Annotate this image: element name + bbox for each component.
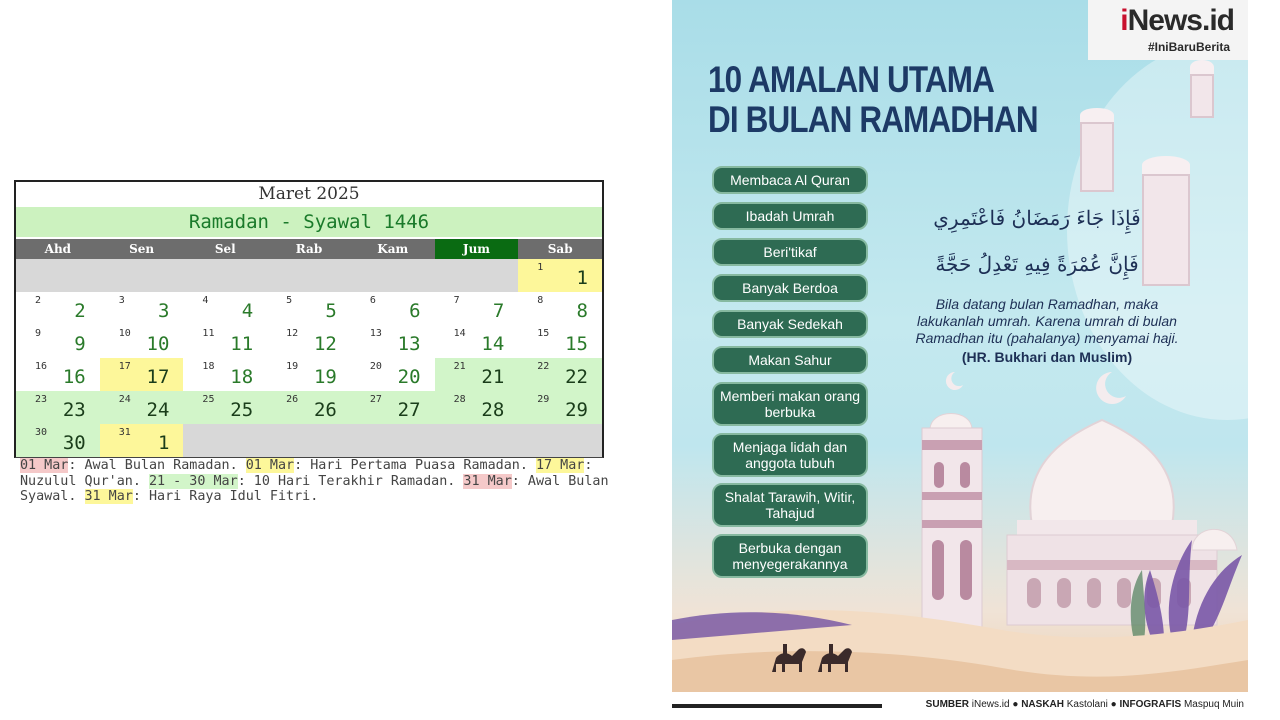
calendar-grid [16, 259, 602, 457]
calendar-day-cell [100, 325, 184, 358]
calendar-day-cell [351, 358, 435, 391]
footer-rule [672, 704, 882, 708]
calendar-day-cell [351, 325, 435, 358]
weekday-label: Sen [129, 242, 155, 256]
gregorian-date: 2 [35, 295, 42, 306]
amalan-item: Ibadah Umrah [712, 202, 868, 230]
calendar-empty-cell [100, 259, 184, 292]
calendar-day-cell [435, 292, 519, 325]
calendar-notes [20, 458, 610, 505]
hijri-date: 27 [397, 399, 421, 421]
calendar-day-cell [16, 424, 100, 457]
amalan-item: Makan Sahur [712, 346, 868, 374]
infographic-credits: SUMBER iNews.id ● NASKAH Kastolani ● INFOGRAFIS Maspuq Muin [925, 699, 1244, 710]
calendar-day-cell [183, 358, 267, 391]
amalan-item: Memberi makan orang berbuka [712, 382, 868, 426]
headline-line-2: DI BULAN RAMADHAN [708, 99, 1038, 140]
hijri-date: 20 [397, 366, 421, 388]
calendar-empty-cell [267, 424, 351, 457]
mosque-dome [1030, 420, 1173, 525]
note-text: : Hari Pertama Puasa Ramadan. [294, 458, 536, 473]
hijri-date: 12 [313, 333, 337, 355]
gregorian-date: 14 [453, 328, 466, 339]
calendar-day-cell [518, 292, 602, 325]
gregorian-date: 6 [369, 295, 376, 306]
gregorian-date: 7 [453, 295, 460, 306]
calendar-day-cell [16, 292, 100, 325]
calendar-day-cell [351, 292, 435, 325]
hijri-date: 30 [62, 432, 86, 454]
amalan-item: Shalat Tarawih, Witir, Tahajud [712, 483, 868, 527]
calendar-empty-cell [16, 259, 100, 292]
weekday-label: Kam [377, 242, 409, 256]
gregorian-date: 15 [537, 328, 550, 339]
hijri-date: 23 [62, 399, 86, 421]
calendar-empty-cell [435, 259, 519, 292]
calendar-day-cell [518, 391, 602, 424]
gregorian-date: 17 [118, 361, 131, 372]
calendar-day-cell [183, 325, 267, 358]
calendar-day-cell [100, 391, 184, 424]
calendar-day-cell [267, 325, 351, 358]
calendar-day-cell [518, 358, 602, 391]
calendar-day-cell [351, 391, 435, 424]
hijri-date: 18 [230, 366, 254, 388]
highlighted-date: 31 Mar [463, 473, 512, 489]
hijri-date: 3 [157, 300, 170, 322]
weekday-label: Rab [295, 242, 323, 256]
amalan-item: Banyak Sedekah [712, 310, 868, 338]
calendar-empty-cell [351, 424, 435, 457]
note-text: : Hari Raya Idul Fitri. [132, 489, 319, 504]
hadith-quote: Bila datang bulan Ramadhan, maka lakukanlah umrah. Karena umrah di bulan Ramadhan itu (pahalanya) menyamai haji. [915, 296, 1179, 346]
hijri-date: 15 [565, 333, 588, 355]
highlighted-date: 01 Mar [20, 458, 69, 473]
calendar-empty-cell [518, 424, 602, 457]
logo-tagline: #IniBaruBerita [1147, 40, 1230, 54]
gregorian-date: 4 [202, 295, 209, 306]
gregorian-date: 18 [202, 361, 215, 372]
note-text: : Awal Bulan Syawal. [20, 473, 609, 504]
hijri-date: 13 [397, 333, 421, 355]
gregorian-date: 16 [35, 361, 48, 372]
amalan-item: Membaca Al Quran [712, 166, 868, 194]
gregorian-date: 11 [202, 328, 215, 339]
hijri-date: 29 [565, 399, 588, 421]
hijri-date: 21 [481, 366, 505, 388]
hijri-date: 5 [325, 300, 337, 322]
hijri-date: 28 [481, 399, 505, 421]
hijri-date: 11 [230, 333, 254, 355]
amalan-item: Banyak Berdoa [712, 274, 868, 302]
gregorian-date: 26 [286, 394, 299, 405]
calendar-day-cell [435, 391, 519, 424]
calendar-empty-cell [435, 424, 519, 457]
hijri-date: 24 [146, 399, 170, 421]
gregorian-date: 23 [35, 394, 48, 405]
calendar-empty-cell [183, 424, 267, 457]
hijri-date: 14 [481, 333, 505, 355]
hijri-date: 4 [241, 300, 254, 322]
hijri-date: 1 [576, 267, 588, 289]
calendar-day-cell [100, 358, 184, 391]
calendar [14, 180, 604, 458]
arabic-verse-1: فَإِذَا جَاءَ رَمَضَانُ فَاعْتَمِرِي [933, 206, 1141, 230]
gregorian-date: 31 [118, 427, 131, 438]
hijri-date: 26 [313, 399, 337, 421]
gregorian-date: 13 [369, 328, 382, 339]
hijri-date: 17 [146, 366, 170, 388]
note-text: : 10 Hari Terakhir Ramadan. [237, 473, 464, 489]
gregorian-date: 10 [118, 328, 131, 339]
weekday-label: Ahd [44, 242, 72, 256]
highlighted-date: 31 Mar [84, 489, 133, 504]
gregorian-date: 1 [537, 262, 544, 273]
gregorian-date: 27 [369, 394, 382, 405]
weekday-label: Sel [214, 242, 236, 256]
highlighted-date: 21 - 30 Mar [149, 473, 238, 489]
gregorian-date: 19 [286, 361, 299, 372]
gregorian-date: 21 [453, 361, 466, 372]
inews-logo: iNews.id [1120, 4, 1234, 37]
calendar-empty-cell [351, 259, 435, 292]
weekday-label: Jum [435, 239, 519, 259]
calendar-day-cell [518, 259, 602, 292]
calendar-day-cell [100, 424, 184, 457]
gregorian-date: 5 [286, 295, 293, 306]
hadith-source: (HR. Bukhari dan Muslim) [961, 349, 1133, 365]
calendar-month-title: Maret 2025 [258, 184, 360, 204]
calendar-day-cell [16, 325, 100, 358]
gregorian-date: 28 [453, 394, 466, 405]
calendar-day-cell [183, 391, 267, 424]
calendar-empty-cell [183, 259, 267, 292]
gregorian-date: 12 [286, 328, 299, 339]
hijri-date: 8 [576, 300, 588, 322]
calendar-day-cell [100, 292, 184, 325]
gregorian-date: 20 [369, 361, 382, 372]
gregorian-date: 30 [35, 427, 48, 438]
calendar-day-cell [267, 391, 351, 424]
note-text: : Awal Bulan Ramadan. [68, 458, 246, 473]
calendar-day-cell [183, 292, 267, 325]
hijri-date: 10 [146, 333, 170, 355]
highlighted-date: 01 Mar [245, 458, 295, 473]
amalan-item: Berbuka dengan menyegerakannya [712, 534, 868, 578]
calendar-day-cell [267, 292, 351, 325]
calendar-weekday-header [16, 239, 602, 259]
hijri-date: 25 [230, 399, 254, 421]
crescent-moon-icon [946, 372, 1126, 404]
gregorian-date: 24 [118, 394, 131, 405]
hijri-date: 16 [62, 366, 86, 388]
amalan-item: Menjaga lidah dan anggota tubuh [712, 433, 868, 477]
hijri-date: 1 [157, 432, 170, 454]
calendar-hijri-subtitle: Ramadan - Syawal 1446 [16, 207, 602, 237]
calendar-day-cell [518, 325, 602, 358]
mosque-illustration [672, 0, 1248, 720]
gregorian-date: 8 [537, 295, 544, 306]
amalan-item: Beri'tikaf [712, 238, 868, 266]
weekday-label: Sab [547, 242, 573, 256]
calendar-day-cell [435, 358, 519, 391]
arabic-verse-2: فَإِنَّ عُمْرَةً فِيهِ تَعْدِلُ حَجَّةً [935, 252, 1139, 276]
note-text: : Nuzulul Qur'an. [20, 458, 593, 489]
ramadan-infographic [672, 0, 1248, 720]
hijri-date: 9 [74, 333, 86, 355]
gregorian-date: 3 [118, 295, 125, 306]
calendar-day-cell [435, 325, 519, 358]
gregorian-date: 9 [35, 328, 42, 339]
calendar-empty-cell [267, 259, 351, 292]
hijri-date: 7 [492, 300, 505, 322]
headline-line-1: 10 AMALAN UTAMA [708, 59, 995, 100]
hijri-date: 2 [74, 300, 86, 322]
calendar-day-cell [16, 358, 100, 391]
gregorian-date: 25 [202, 394, 215, 405]
hijri-date: 6 [409, 300, 421, 322]
hijri-date: 19 [313, 366, 337, 388]
calendar-day-cell [267, 358, 351, 391]
gregorian-date: 29 [537, 394, 550, 405]
highlighted-date: 17 Mar [535, 458, 585, 473]
gregorian-date: 22 [537, 361, 550, 372]
hijri-date: 22 [565, 366, 588, 388]
calendar-day-cell [16, 391, 100, 424]
